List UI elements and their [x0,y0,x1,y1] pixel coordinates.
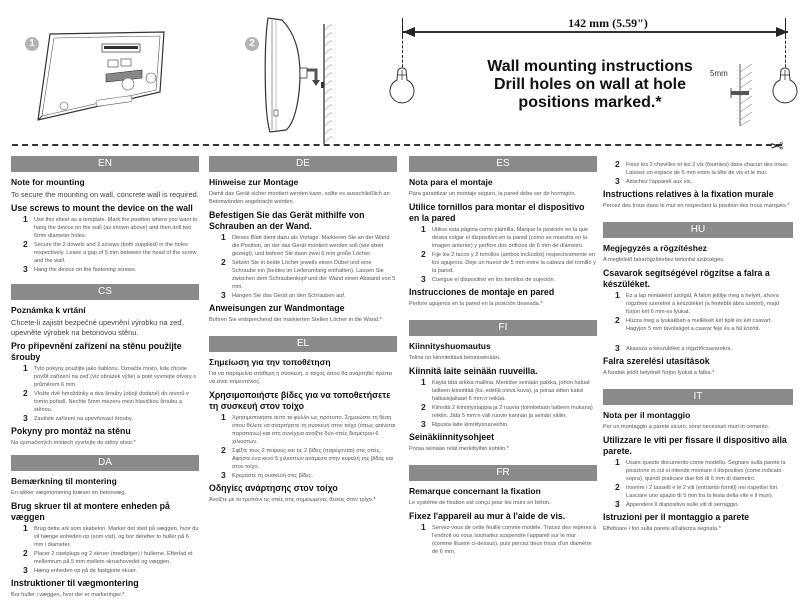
wall-heading: Instruktioner til vægmontering [11,578,139,588]
step-item [23,365,199,389]
step-item [23,415,199,423]
step-text: Vložte dvě hmoždinky a dva šrouby (obojí dodané) do otvorů v tomto pořadí. Nechte 5mm mezeru mezi hlavičkou šroubu a stěnou. [34,391,189,413]
steps-list [23,525,199,575]
step-number: 3 [615,176,620,186]
step-text: Κρεμάστε τη συσκευή στις βίδες. [232,473,313,479]
wall-text: Na vyznačených místech vyvrtejte do stěny otvor.* [11,440,136,446]
step-item [615,459,793,483]
wall-heading: Istruzioni per il montaggio a parete [603,512,750,522]
steps-list [221,414,397,480]
section-hu [603,222,793,377]
steps-list [221,234,397,300]
device-back-illustration [36,30,166,125]
section-fr [409,465,597,556]
illustration-area [0,0,802,153]
step-text: Χρησιμοποιήστε αυτό το φύλλο ως πρότυπο. Σημειώστε τη θέση όπου θέλετε να αναρτήσετε τη συσκευή στον τοίχο (όπως φαίνεται παραπάνω) και στη συνέχεια ανοίξτε δύο οπές διαμέτρου 6 χιλιοστών. [232,415,396,445]
step-item [421,524,597,556]
step-text: Utilice esta página como plantilla. Marque la posición en la que desea colgar el dispositivo en la pared (como se muestra en la imagen anterior) y perfore dos orificios de 6 mm de diámetro. [432,227,589,249]
step-number: 3 [421,274,426,284]
step-item [221,259,397,291]
column-1 [11,156,199,603]
gap-label: 5mm [710,69,728,78]
step-number: 2 [421,249,426,259]
steps-list [421,524,597,556]
step-item [421,404,597,420]
main-title [440,58,740,112]
screws-heading: Brug skruer til at montere enheden på væggen [11,501,170,522]
step-number: 3 [23,565,28,575]
wall-text: Effettuare i fori sulla parete all'altezza segnata.* [603,526,721,532]
step-item [615,484,793,500]
wall-heading: Instructions relatives à la fixation murale [603,189,774,199]
step-text: Secure the 2 dowels and 2 screws (both supplied) in the holes respectively. Leave a gap of 5 mm between the head of the screw and the wall. [34,242,197,264]
note-text: A megfelelő falrarögzítéshez betonfal szükséges. [603,257,725,263]
step-text: Tyto pokyny použijte jako šablonu. Označte místo, kde chcete povšit zařízení na zeď (viz obrázek výše) a poté vyvrtejte otvory s průměrem 6 mm. [34,366,196,388]
step-item [221,414,397,446]
step-item [221,234,397,258]
step-item [221,472,397,480]
step-item [23,550,199,566]
note-heading: Note for mounting [11,177,85,187]
note-text: Le système de fixation est conçu pour les murs en béton. [409,500,551,506]
step-number: 2 [23,548,28,558]
step-item [421,251,597,275]
step-text: Akassza a készüléket a rögzítőcsavarokra. [626,346,733,352]
step-number: 2 [221,445,226,455]
step-number: 3 [23,413,28,423]
language-header-en: EN [11,156,199,172]
screws-heading: Use screws to mount the device on the wall [11,203,193,213]
step-text: Σφίξτε τους 2 πείρους και τις 2 βίδες (παρέχονται) στις οπές. Αφήστε ένα κενό 5 χιλιοστών ανάμεσα στην κεφαλή της βίδας και στον τοίχο. [232,448,394,470]
note-heading: Bemærkning til montering [11,476,117,486]
wall-heading: Anweisungen zur Wandmontage [209,303,345,313]
column-2 [209,156,397,508]
title-line-1: Wall mounting instructions [487,58,693,75]
step-text: Cuelgue el dispositivo en los tornillos de sujeción. [432,277,556,283]
wall-text: Bohren Sie entsprechend der markierten Stellen Löcher in die Wand.* [209,317,382,323]
step-item [615,501,793,509]
step-number: 3 [221,470,226,480]
step-number: 3 [615,343,620,353]
note-text: To secure the mounting on wall, concrete wall is required. [11,190,199,199]
steps-list [615,292,793,353]
step-text: Fixez les 2 chevilles et les 2 vis (fournies) dans chacun des trous. Laissez un espace de 5 mm entre la tête de vis et le mur. [626,162,789,176]
note-heading: Nota para el montaje [409,177,493,187]
step-item [615,317,793,333]
screws-heading: Utilice tornillos para montar el dispositivo en la pared [409,202,585,223]
language-header-fi: FI [409,320,597,336]
step-item [421,226,597,250]
language-header-fr: FR [409,465,597,481]
step-number: 1 [615,457,620,467]
step-number: 2 [421,402,426,412]
step-item [421,379,597,403]
steps-list [23,216,199,274]
cut-line [12,144,782,146]
screws-heading: Pro připevnění zařízení na stěnu použijte šrouby [11,341,182,362]
note-text: Para garantizar un montaje seguro, la pared debe ser de hormigón. [409,191,576,197]
title-line-2: Drill holes on wall at hole [493,76,687,93]
section-cs [11,284,199,447]
language-header-el: EL [209,336,397,352]
step-text: Käytä tätä arkkia mallina. Merkitse seinään paikka, johon haluat laitteen kiinnittää (ks. edellä oleva kuva), ja poraa sitten kaksi halkaisijaltaan 6 mm:n reikää. [432,380,590,402]
step-number: 3 [615,499,620,509]
step-marker-1: 1 [25,37,39,51]
step-number: 3 [221,290,226,300]
note-text: Chcete-li zajistit bezpečné upevnění výrobku na zeď, upevněte výrobek na betonovou stěnu. [11,318,184,337]
section-es [409,156,597,308]
step-text: Kiinnitä 2 kiinnitystappia ja 2 ruuvia (toimitetaan laitteen mukana) reikiin. Jätä 5 mm:n väli ruuvin kannan ja seinän väliin. [432,405,593,419]
note-heading: Kiinnityshuomautus [409,341,491,351]
step-text: Ez a lap mintaként szolgál. A falon jelölje meg a helyet, ahova rögzíteni szeretné a készüléket (a fentebbi ábra szerint), majd fúrjon két 6 mm-es lyukat. [626,293,779,315]
step-number: 1 [615,290,620,300]
step-item [221,447,397,471]
steps-list [615,459,793,509]
step-item [615,178,793,186]
language-header-de: DE [209,156,397,172]
note-text: Damit das Gerät sicher montiert werden kann, sollte es ausschließlich an Betonwänden angebracht werden. [209,191,390,205]
title-line-3: positions marked.* [518,94,662,111]
step-item [23,216,199,240]
step-number: 1 [421,377,426,387]
step-item [421,421,597,429]
step-text: Hang the device on the fastening screws. [34,267,137,273]
step-text: Use this sheet as a template. Mark the position where you want to hang the device on the wall (as shown above) and then drill two 6mm diameter holes. [34,217,198,239]
steps-list [421,379,597,429]
note-heading: Σημείωση για την τοποθέτηση [209,357,331,367]
step-text: Inserire i 2 tasselli e le 2 viti (entrambi forniti) nei rispettivi fori. Lasciare uno spazio di 5 mm tra la testa della vite e il muro. [626,485,779,499]
note-heading: Remarque concernant la fixation [409,486,541,496]
section-da [11,455,199,599]
step-number: 2 [615,159,620,169]
wall-text: Ανοίξτε με το τρυπάνι τις οπές στις σημειωμένες θέσεις στον τοίχο.* [209,497,376,503]
scissors-icon: ✂ [770,136,784,153]
wall-text: A furatok jelölt helyénél fúrjon lyukat a falba.* [603,370,715,376]
step-text: Attachez l'appareil aux vis. [626,179,693,185]
section-de [209,156,397,324]
screws-heading: Χρησιμοποιήστε βίδες για να τοποθετήσετε τη συσκευή στον τοίχο [209,390,391,411]
note-text: Teline on kiinnitettävä betoniseinään. [409,355,501,361]
device-side-illustration [262,14,342,144]
section-fi [409,320,597,453]
section-it [603,389,793,533]
dimension-label: 142 mm (5.59") [568,16,648,30]
step-text: Hæng enheden op på de fastgjorte skuer. [34,568,137,574]
step-text: Dieses Blatt dient dazu als Vorlage. Markieren Sie an der Wand die Position, an der das Gerät montiert werden soll (wie oben gezeigt), und bohren Sie dann zwei 6 mm große Löcher. [232,235,390,257]
language-header-es: ES [409,156,597,172]
wall-text: Poraa seinään reiät merkittyihin kohtiin.* [409,446,509,452]
step-number: 1 [23,363,28,373]
step-text: Zavěste zařízení na upevňovací šrouby. [34,416,133,422]
wall-heading: Pokyny pro montáž na stěnu [11,426,131,436]
section-fr-continued [603,161,793,210]
screws-heading: Kiinnitä laite seinään ruuveilla. [409,366,538,376]
step-item [23,241,199,265]
language-header-cs: CS [11,284,199,300]
note-text: En sikker vægmontering kræver en betonvæg. [11,490,127,496]
step-item [23,567,199,575]
step-number: 3 [421,419,426,429]
screws-heading: Befestigen Sie das Gerät mithilfe von Schrauben an der Wand. [209,210,365,231]
language-header-it: IT [603,389,793,405]
language-header-da: DA [11,455,199,471]
step-text: Húzza meg a lyukakban a mellékelt két tiplit és két csavart. Hagyjon 5 mm távolságot a csavar feje és a fal között. [626,318,773,332]
step-text: Placer 2 rawlplugs og 2 skruer (medfølger) i hullerne. Efterlad et mellemrum på 5 mm mellem skruehovedet og væggen. [34,551,193,565]
wall-heading: Seinäkiinnitysohjeet [409,432,495,442]
note-heading: Hinweise zur Montage [209,177,299,187]
step-number: 1 [221,232,226,242]
arrow-left-icon [403,27,415,37]
dimension-line [403,31,788,33]
step-item [615,161,793,177]
section-en [11,156,199,274]
note-text: Per un montaggio a parete sicuro, sono necessari muri in cemento. [603,424,770,430]
step-text: Usare questo documento come modello. Segnare sulla parete la posizione in cui si intende montare il dispositivo (come indicato sopra), quindi praticare due fori di 6 mm di diametro. [626,460,786,482]
step-item [615,345,793,353]
step-number: 1 [421,224,426,234]
language-header-hu: HU [603,222,793,238]
step-item [421,276,597,284]
screw-gap-diagram [728,62,764,128]
wall-text: Percez des trous dans le mur en respectant la position des trous marqués.* [603,203,790,209]
wall-text: Perfore agujeros en la pared en la posición deseada.* [409,301,543,307]
step-text: Fije los 2 tacos y 2 tornillos (ambos incluidos) respectivamente en los agujeros. Deje un hueco de 5 mm entre la cabeza del tornillo y la pared. [432,252,596,274]
steps-list [421,226,597,284]
step-number: 1 [221,412,226,422]
steps-list [23,365,199,423]
step-item [221,292,397,300]
step-marker-2: 2 [245,37,259,51]
step-text: Setzen Sie in beide Löcher jeweils einen Dübel und eine Schraube ein (beides im Lieferumfang enthalten). Lassen Sie zwischen dem Schraubenkopf und der Wand einen Abstand von 5 mm. [232,260,396,290]
note-heading: Nota per il montaggio [603,410,691,420]
steps-list [615,161,793,186]
step-text: Ripusta laite kiinnitysruuveihin. [432,422,509,428]
keyhole-left-icon [385,66,419,112]
step-number: 2 [615,482,620,492]
keyhole-right-icon [768,66,802,112]
step-text: Hängen Sie das Gerät an den Schrauben auf. [232,293,346,299]
step-number: 2 [221,257,226,267]
screws-heading: Csavarok segítségével rögzítse a falra a készüléket. [603,268,770,289]
step-text: Appendere il dispositivo sulle viti di serraggio. [626,502,739,508]
note-text: Για να παραμείνει σταθερή η συσκευή, ο τοίχος όπου θα αναρτηθεί πρέπει να είναι τσιμεντένιος. [209,371,393,385]
wall-heading: Instrucciones de montaje en pared [409,287,555,297]
step-item [23,525,199,549]
wall-heading: Falra szerelési utasítások [603,356,710,366]
column-3 [409,156,597,558]
step-item [23,390,199,414]
step-number: 3 [23,264,28,274]
section-el [209,336,397,504]
arrow-right-icon [776,27,788,37]
step-number: 1 [23,523,28,533]
step-number: 2 [615,315,620,325]
step-text: Servez-vous de cette feuille comme modèle. Tracez des repères à l'endroit où vous souhaitez suspendre l'appareil sur le mur (comme illustré ci-dessus), puis percez deux trous d'un diamètre de 6 mm. [432,525,597,555]
column-4 [603,160,793,537]
step-number: 1 [23,214,28,224]
step-number: 2 [23,239,28,249]
wall-heading: Οδηγίες ανάρτησης στον τοίχο [209,483,338,493]
step-number: 2 [23,388,28,398]
screws-heading: Fixez l'appareil au mur à l'aide de vis. [409,511,566,521]
step-text: Brug dette ark som skabelon. Marker det sted på væggen, hvor du vil hænge enheden op (som vist), og bor derefter to huller på 6 mm i diameter. [34,526,199,548]
screws-heading: Utilizzare le viti per fissare il dispositivo alla parete. [603,435,787,456]
note-heading: Megjegyzés a rögzítéshez [603,243,707,253]
note-heading: Poznámka k vrtání [11,305,86,315]
wall-text: Bor huller i væggen, hvor der er markeringer.* [11,592,125,598]
step-number: 1 [421,522,426,532]
step-item [615,292,793,316]
step-item [23,266,199,274]
